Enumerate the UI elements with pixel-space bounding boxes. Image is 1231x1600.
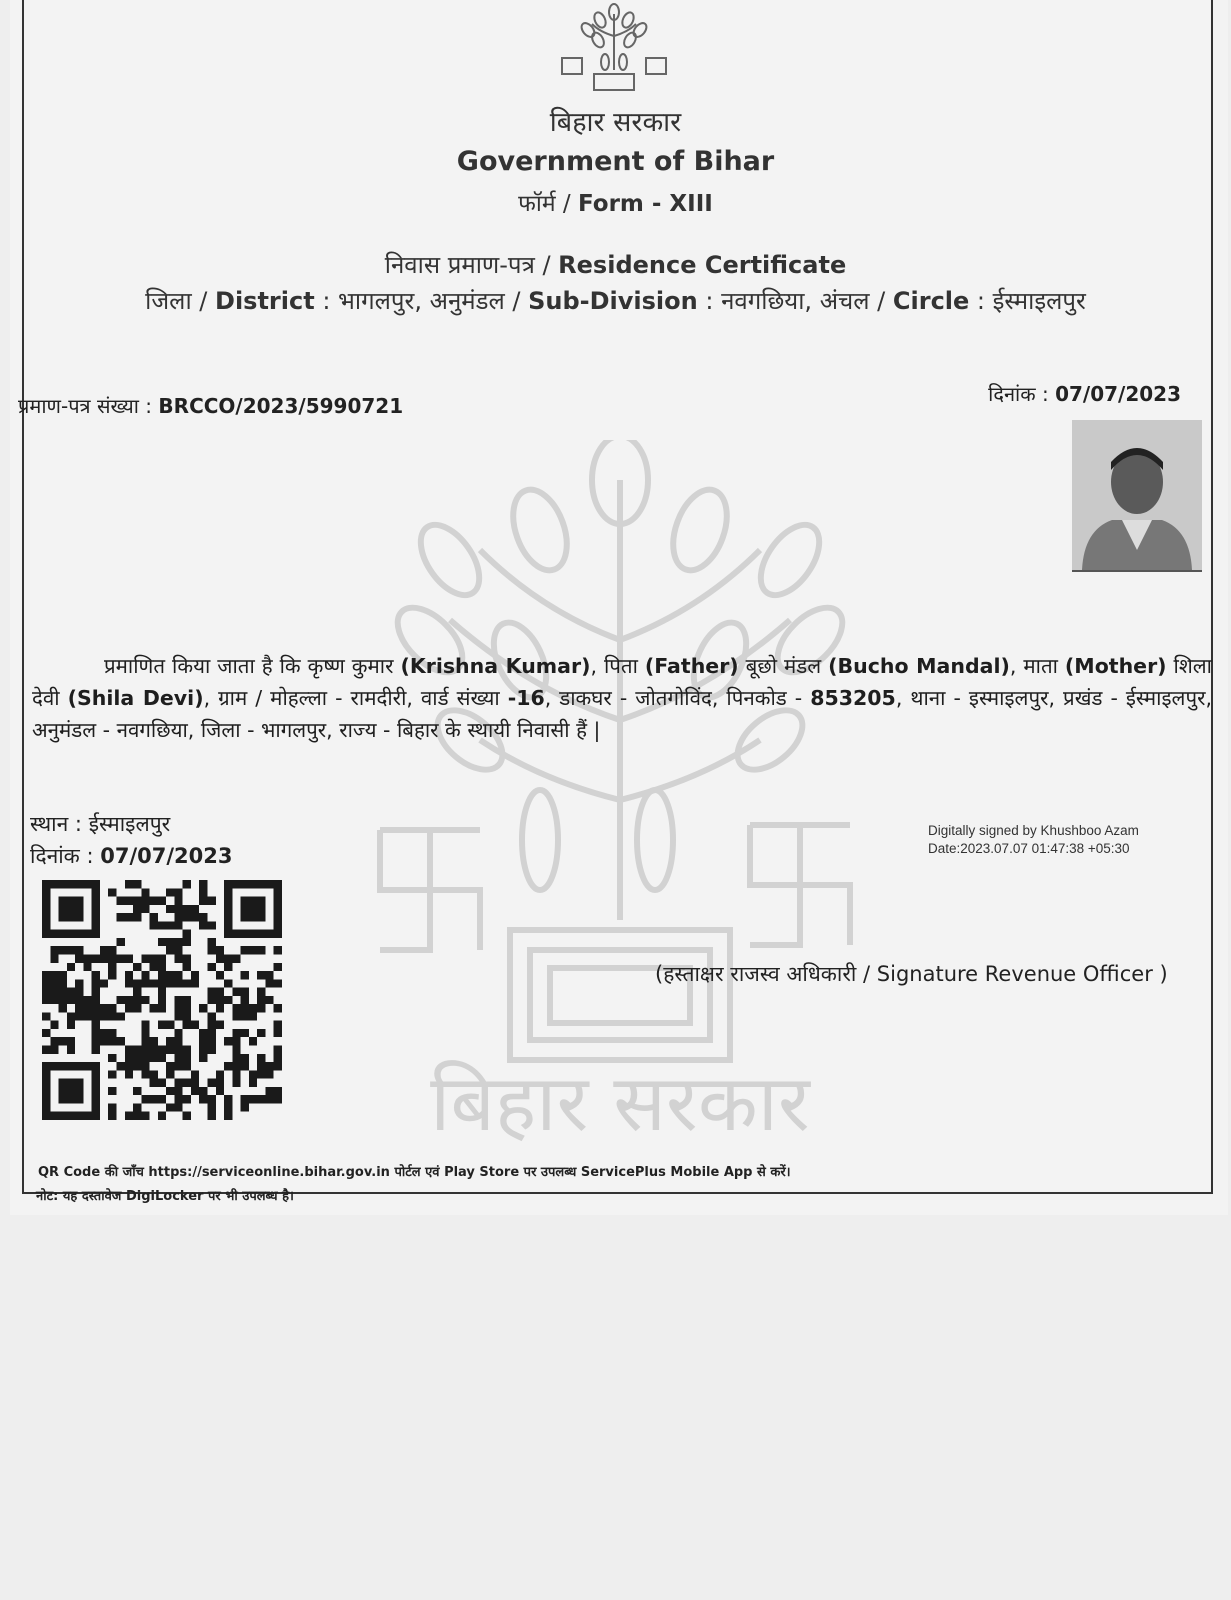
bihar-emblem-watermark-icon	[370, 440, 890, 1160]
header-form: फॉर्म / Form - XIII	[518, 191, 713, 217]
father-label: (Father)	[644, 654, 739, 678]
pincode: 853205	[810, 686, 896, 710]
statement-part: शिला देवी	[32, 654, 1212, 710]
bihar-bodhi-tree-emblem-icon	[560, 2, 668, 94]
statement-part: , ग्राम / मोहल्ला - रामदीरी, वार्ड संख्या	[203, 686, 508, 710]
certificate-title: निवास प्रमाण-पत्र / Residence Certificate	[384, 251, 847, 279]
digilocker-note	[36, 1186, 294, 1204]
note-text: QR Code की जाँच	[38, 1165, 149, 1180]
header-state-english: Government of Bihar	[456, 146, 775, 177]
note-text: पोर्टल एवं	[389, 1165, 445, 1180]
subdivision-label-hindi: अनुमंडल	[429, 287, 505, 315]
digital-signature	[928, 822, 1139, 858]
circle-value: ईस्माइलपुर	[992, 287, 1086, 315]
title-hindi: निवास प्रमाण-पत्र	[384, 251, 535, 279]
place-value: ईस्माइलपुर	[88, 812, 171, 836]
title-english: Residence Certificate	[558, 251, 847, 279]
place-line	[30, 810, 170, 838]
certificate-date-label: दिनांक :	[988, 382, 1049, 406]
certificate-date	[988, 380, 1181, 407]
statement-part: , डाकघर - जोतगोविंद, पिनकोड -	[544, 686, 811, 710]
mother-label: (Mother)	[1064, 654, 1167, 678]
district-value: भागलपुर,	[338, 287, 422, 315]
qr-code-icon	[42, 880, 282, 1120]
applicant-name-english: (Krishna Kumar)	[400, 654, 591, 678]
note-text: DigiLocker	[125, 1189, 204, 1204]
form-label-hindi: फॉर्म	[518, 191, 556, 217]
qr-verification-note	[38, 1162, 791, 1180]
ward-number: -16	[507, 686, 545, 710]
circle-label-hindi: अंचल	[819, 287, 870, 315]
certificate-number-value: BRCCO/2023/5990721	[158, 394, 404, 418]
applicant-photo-icon	[1072, 420, 1202, 572]
statement-part: , पिता	[590, 654, 645, 678]
certificate-date-value: 07/07/2023	[1055, 382, 1181, 406]
district-label-english: District	[215, 287, 315, 315]
note-text: से करें।	[752, 1165, 791, 1180]
form-label-english: Form - XIII	[577, 191, 713, 217]
statement-part: , थाना - इस्माइलपुर, प्रखंड - ईस्माइलपुर, अनुमंडल - नवगछिया, जिला - भागलपुर, राज्य - बिहार के स्थायी निवासी हैं |	[32, 686, 1212, 742]
statement-part: प्रमाणित किया जाता है कि कृष्ण कुमार	[104, 654, 401, 678]
location-line: जिला / District : भागलपुर, अनुमंडल / Sub-Division : नवगछिया, अंचल / Circle : ईस्माइलपुर	[145, 287, 1086, 315]
subdivision-label-english: Sub-Division	[528, 287, 698, 315]
signature-label: (हस्ताक्षर राजस्व अधिकारी / Signature Revenue Officer )	[655, 962, 1168, 986]
issue-date-label: दिनांक :	[30, 844, 94, 868]
verification-url: https://serviceonline.bihar.gov.in	[148, 1165, 390, 1180]
note-text: Play Store	[444, 1165, 520, 1180]
issue-date-value: 07/07/2023	[100, 844, 233, 868]
digital-signature-signer: Digitally signed by Khushboo Azam	[928, 823, 1139, 838]
note-text: नोट: यह दस्तावेज	[36, 1189, 126, 1204]
certificate-number	[18, 392, 403, 419]
note-text: पर भी उपलब्ध है।	[203, 1189, 294, 1204]
place-label: स्थान :	[30, 812, 83, 836]
subdivision-value: नवगछिया,	[721, 287, 813, 315]
mother-name-english: (Shila Devi)	[67, 686, 204, 710]
district-label-hindi: जिला	[145, 287, 192, 315]
statement-part: , माता	[1009, 654, 1065, 678]
issue-date-line	[30, 842, 232, 870]
header-state-hindi: बिहार सरकार	[549, 107, 682, 138]
digital-signature-date: Date:2023.07.07 01:47:38 +05:30	[928, 841, 1130, 856]
note-text: ServicePlus Mobile App	[580, 1165, 753, 1180]
note-text: पर उपलब्ध	[519, 1165, 581, 1180]
circle-label-english: Circle	[892, 287, 970, 315]
father-name-english: (Bucho Mandal)	[828, 654, 1010, 678]
watermark-text: बिहार सरकार	[430, 1059, 810, 1149]
certificate-number-label: प्रमाण-पत्र संख्या :	[18, 394, 153, 418]
certification-statement	[32, 650, 1212, 746]
statement-part: बूछो मंडल	[738, 654, 829, 678]
